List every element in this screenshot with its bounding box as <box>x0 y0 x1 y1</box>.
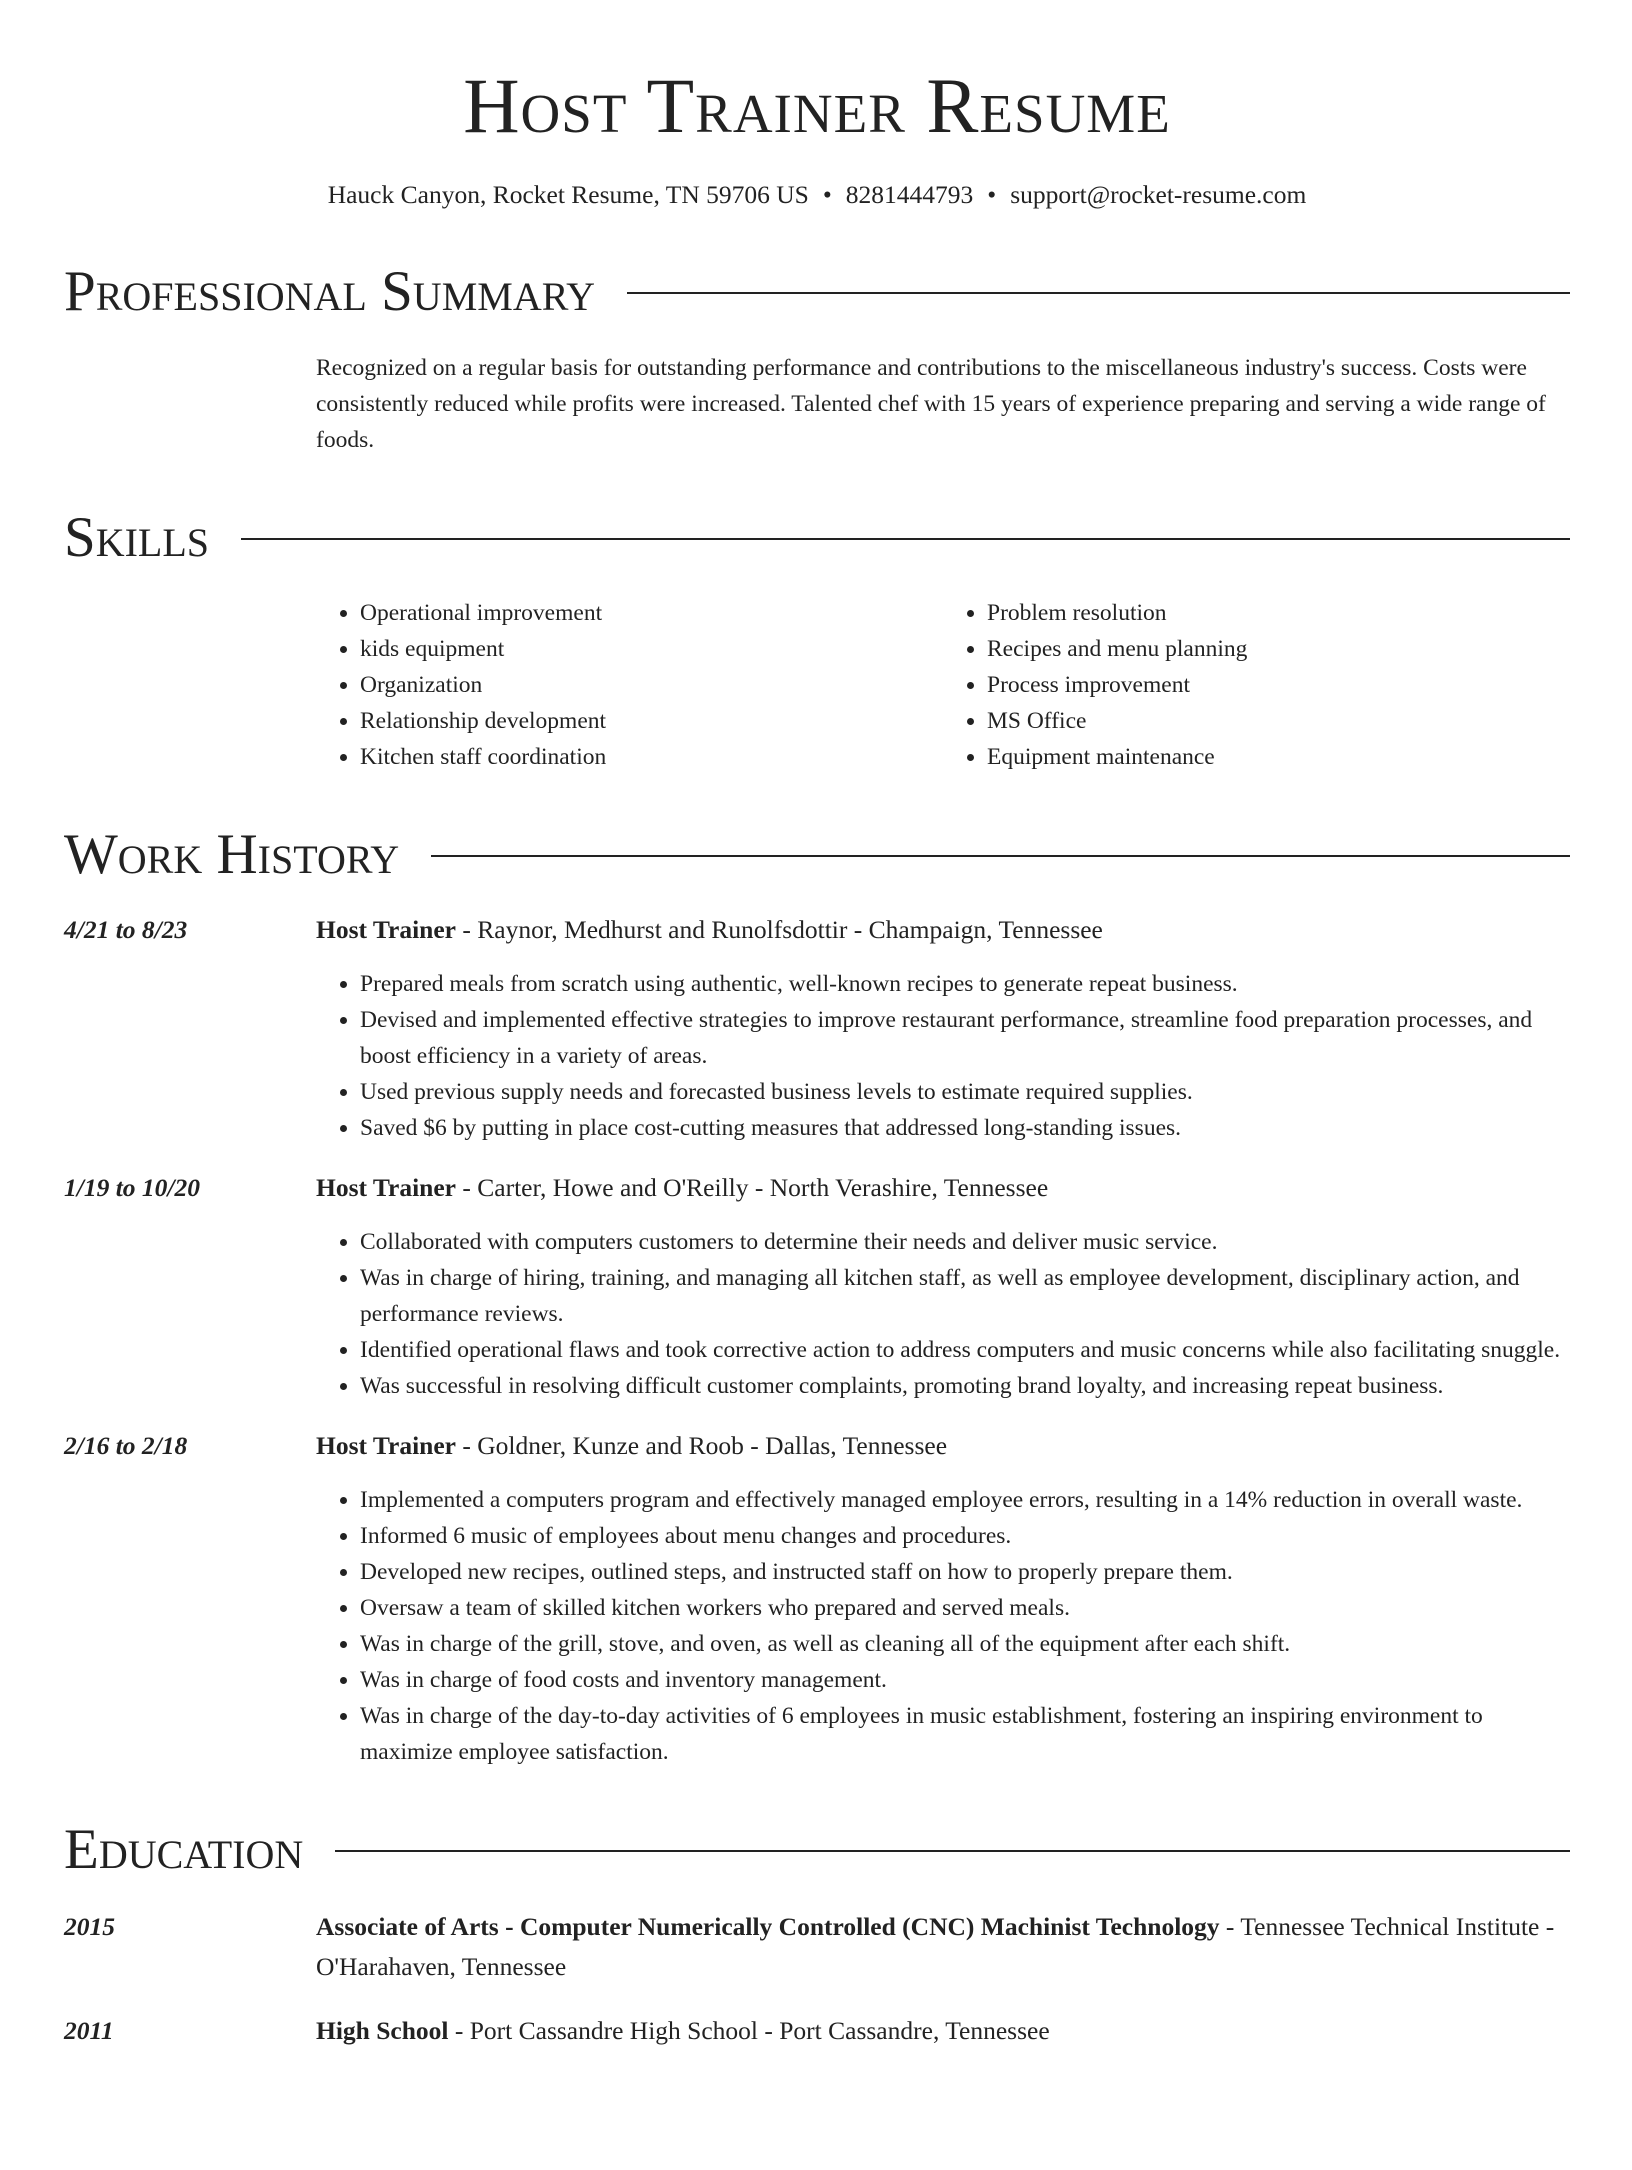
job-entry <box>64 912 1570 1146</box>
job-bullet: • Developed new recipes, outlined steps, and instructed staff on how to properly prepare them. <box>360 1554 1570 1590</box>
job-details: - Carter, Howe and O'Reilly - North Verashire, Tennessee <box>456 1173 1049 1202</box>
job-title: Host Trainer <box>316 915 457 944</box>
section-divider <box>627 292 1570 294</box>
contact-separator: • <box>987 180 997 209</box>
job-bullet: • Saved $6 by putting in place cost-cutting measures that addressed long-standing issues. <box>360 1110 1570 1146</box>
section-divider <box>431 855 1570 857</box>
job-bullet: • Devised and implemented effective strategies to improve restaurant performance, streamline food preparation processes, and boost efficiency in a variety of areas. <box>360 1002 1570 1074</box>
job-bullets <box>316 966 1570 1146</box>
job-bullet: • Implemented a computers program and effectively managed employee errors, resulting in a 14% reduction in overall waste. <box>360 1482 1570 1518</box>
job-details: - Goldner, Kunze and Roob - Dallas, Tennessee <box>456 1431 948 1460</box>
job-bullet: • Was successful in resolving difficult customer complaints, promoting brand loyalty, and increasing repeat business. <box>360 1368 1570 1404</box>
education-entry <box>64 2011 1570 2051</box>
skill-item: • Problem resolution <box>987 595 1570 631</box>
education-details: - Port Cassandre High School - Port Cassandre, Tennessee <box>448 2016 1050 2045</box>
skill-item: • kids equipment <box>360 631 943 667</box>
job-bullet: • Identified operational flaws and took corrective action to address computers and music concerns while also facilitating snuggle. <box>360 1332 1570 1368</box>
skills-section-header <box>64 506 1570 570</box>
job-bullet: • Prepared meals from scratch using authentic, well-known recipes to generate repeat business. <box>360 966 1570 1002</box>
skills-list <box>316 595 1570 775</box>
education-section-header <box>64 1818 1570 1882</box>
contact-address: Hauck Canyon, Rocket Resume, TN 59706 US <box>327 180 809 209</box>
contact-separator: • <box>822 180 832 209</box>
job-title: Host Trainer <box>316 1431 457 1460</box>
job-bullet: • Was in charge of food costs and inventory management. <box>360 1662 1570 1698</box>
skills-column-left <box>316 595 943 775</box>
job-entry <box>64 1428 1570 1770</box>
work-heading: Work History <box>64 823 400 886</box>
job-bullet: • Oversaw a team of skilled kitchen workers who prepared and served meals. <box>360 1590 1570 1626</box>
job-dates: 1/19 to 10/20 <box>64 1173 201 1202</box>
job-bullet: • Used previous supply needs and forecasted business levels to estimate required supplies. <box>360 1074 1570 1110</box>
job-bullet: • Was in charge of hiring, training, and managing all kitchen staff, as well as employee development, disciplinary action, and performance reviews. <box>360 1260 1570 1332</box>
job-dates: 2/16 to 2/18 <box>64 1431 188 1460</box>
education-text <box>316 1907 1570 1987</box>
job-bullets <box>316 1482 1570 1770</box>
job-title: Host Trainer <box>316 1173 457 1202</box>
skill-item: • Equipment maintenance <box>987 739 1570 775</box>
skills-heading: Skills <box>64 506 210 569</box>
education-degree: High School <box>316 2016 449 2045</box>
education-degree: Associate of Arts - Computer Numerically Controlled (CNC) Machinist Technology <box>316 1912 1220 1941</box>
resume-title: Host Trainer Resume <box>463 62 1171 149</box>
skill-item: • Recipes and menu planning <box>987 631 1570 667</box>
job-heading <box>316 1170 1570 1206</box>
section-divider <box>241 538 1570 540</box>
education-year: 2015 <box>64 1912 115 1941</box>
job-bullet: • Collaborated with computers customers to determine their needs and deliver music service. <box>360 1224 1570 1260</box>
education-entry <box>64 1907 1570 1987</box>
contact-phone: 8281444793 <box>845 180 974 209</box>
section-divider <box>335 1850 1570 1852</box>
resume-page <box>0 58 1632 2051</box>
job-bullets <box>316 1224 1570 1404</box>
skill-item: • Operational improvement <box>360 595 943 631</box>
education-details: - Tennessee Technical Institute - O'Harahaven, Tennessee <box>316 1912 1555 1981</box>
summary-heading: Professional Summary <box>64 260 596 323</box>
job-heading <box>316 912 1570 948</box>
work-section-header <box>64 823 1570 887</box>
skill-item: • Process improvement <box>987 667 1570 703</box>
skills-column-right <box>943 595 1570 775</box>
skill-item: • Kitchen staff coordination <box>360 739 943 775</box>
contact-line <box>64 178 1570 212</box>
job-heading <box>316 1428 1570 1464</box>
education-year: 2011 <box>64 2016 114 2045</box>
job-dates: 4/21 to 8/23 <box>64 915 188 944</box>
skill-item: • Relationship development <box>360 703 943 739</box>
skill-item: • MS Office <box>987 703 1570 739</box>
job-entry <box>64 1170 1570 1404</box>
summary-section-header <box>64 260 1570 324</box>
education-text <box>316 2011 1570 2051</box>
skill-item: • Organization <box>360 667 943 703</box>
summary-text: Recognized on a regular basis for outstanding performance and contributions to the miscellaneous industry's success. Costs were consistently reduced while profits were increased. Talented chef with 15 years of experience preparing and serving a wide range of foods. <box>316 355 1546 453</box>
job-bullet: • Informed 6 music of employees about menu changes and procedures. <box>360 1518 1570 1554</box>
contact-email[interactable]: support@rocket-resume.com <box>1010 180 1307 209</box>
job-bullet: • Was in charge of the grill, stove, and oven, as well as cleaning all of the equipment after each shift. <box>360 1626 1570 1662</box>
job-bullet: • Was in charge of the day-to-day activities of 6 employees in music establishment, fostering an inspiring environment to maximize employee satisfaction. <box>360 1698 1570 1770</box>
job-details: - Raynor, Medhurst and Runolfsdottir - Champaign, Tennessee <box>456 915 1103 944</box>
education-heading: Education <box>64 1818 304 1881</box>
